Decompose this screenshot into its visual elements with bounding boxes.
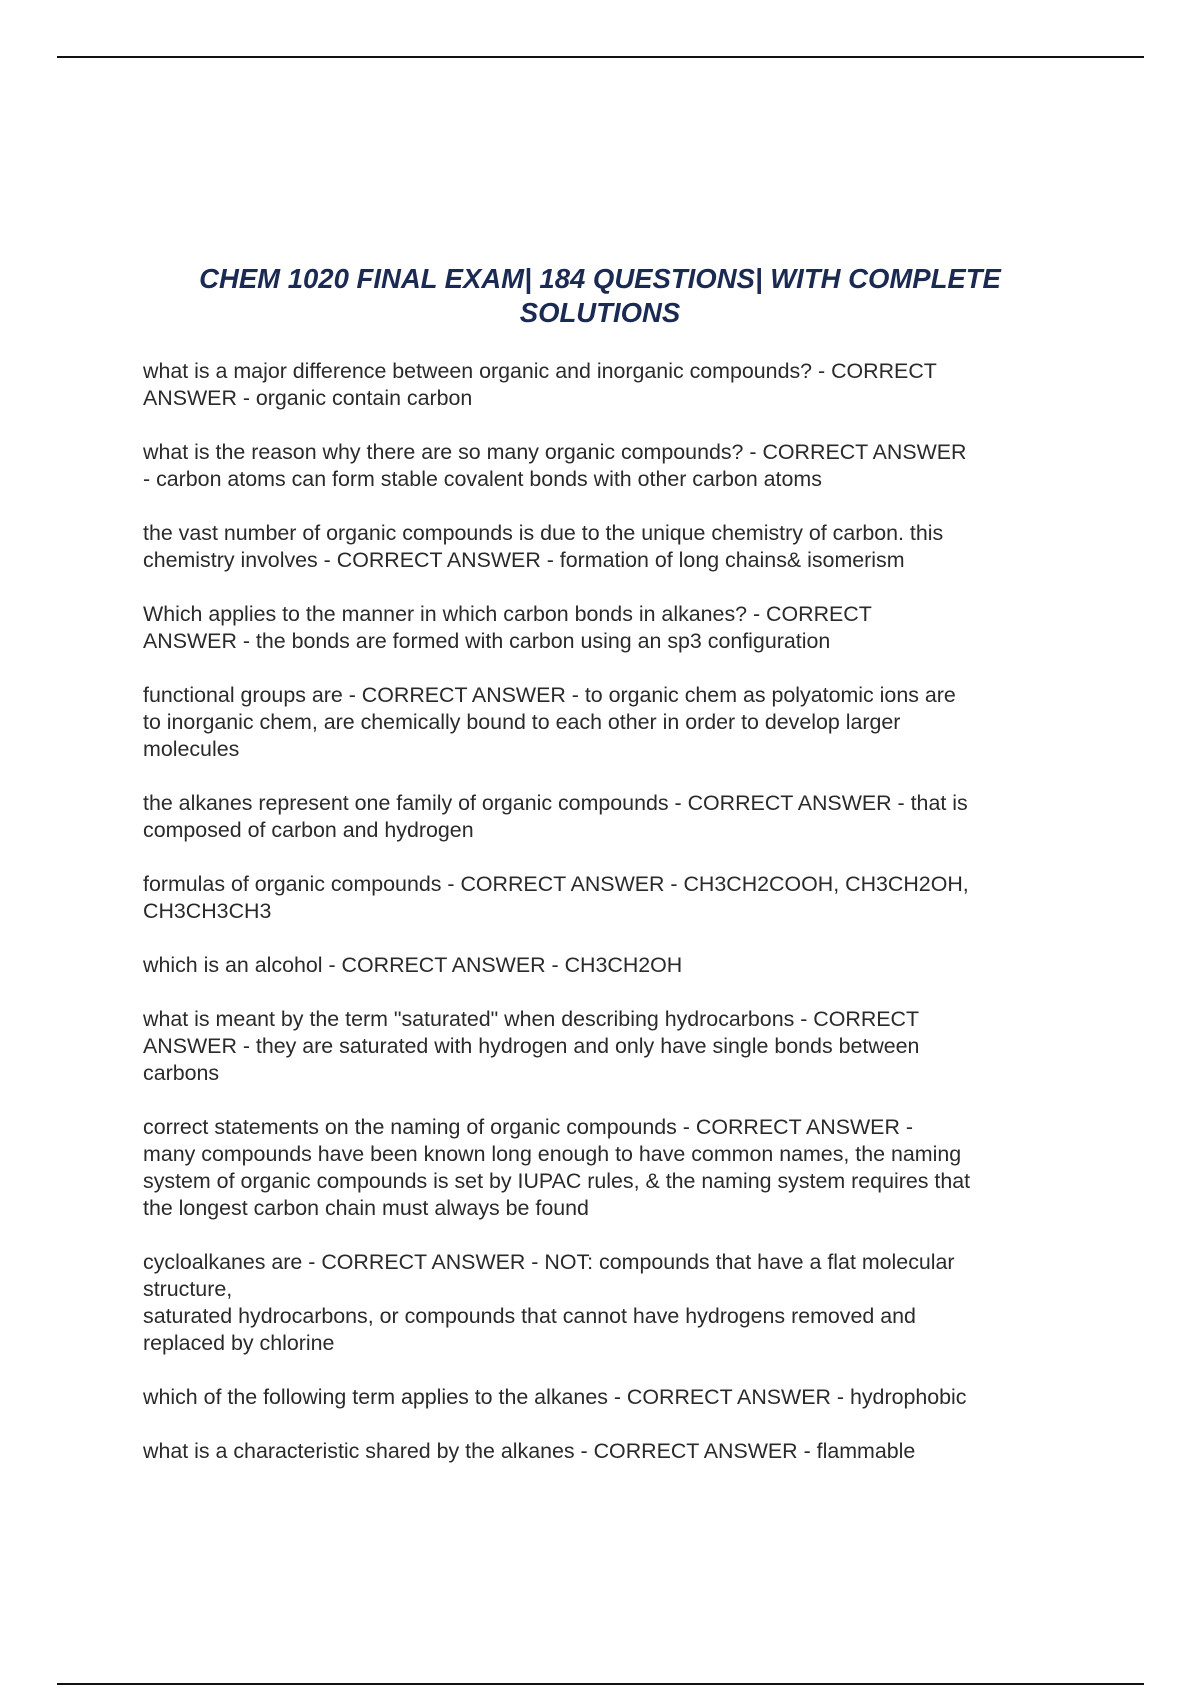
qa-item: the alkanes represent one family of organic compounds - CORRECT ANSWER - that is composed of carbon and hydrogen: [143, 791, 968, 842]
qa-item: Which applies to the manner in which carbon bonds in alkanes? - CORRECT ANSWER - the bonds are formed with carbon using an sp3 configuration: [143, 602, 872, 653]
qa-item: correct statements on the naming of organic compounds - CORRECT ANSWER - many compounds have been known long enough to have common names, the naming system of organic compounds is set by IUPAC rules, & the naming system requires that the longest carbon chain must always be found: [143, 1115, 971, 1220]
qa-item: which of the following term applies to the alkanes - CORRECT ANSWER - hydrophobic: [143, 1385, 967, 1409]
qa-item: what is a major difference between organic and inorganic compounds? - CORRECT ANSWER - organic contain carbon: [143, 359, 937, 410]
qa-item: what is meant by the term "saturated" when describing hydrocarbons - CORRECT ANSWER - they are saturated with hydrogen and only have single bonds between carbons: [143, 1007, 920, 1085]
qa-item: cycloalkanes are - CORRECT ANSWER - NOT: compounds that have a flat molecular structure, saturated hydrocarbons, or compounds that cannot have hydrogens removed and replaced by chlorine: [143, 1250, 955, 1355]
footer-rule: [57, 1683, 1144, 1685]
qa-item: formulas of organic compounds - CORRECT ANSWER - CH3CH2COOH, CH3CH2OH, CH3CH3CH3: [143, 872, 969, 923]
document-title: CHEM 1020 FINAL EXAM| 184 QUESTIONS| WITH COMPLETE SOLUTIONS: [199, 263, 1001, 328]
qa-item: what is the reason why there are so many organic compounds? - CORRECT ANSWER - carbon atoms can form stable covalent bonds with other carbon atoms: [143, 440, 967, 491]
qa-item: which is an alcohol - CORRECT ANSWER - CH3CH2OH: [143, 953, 683, 977]
qa-item: functional groups are - CORRECT ANSWER - to organic chem as polyatomic ions are to inorganic chem, are chemically bound to each other in order to develop larger molecules: [143, 683, 956, 761]
qa-list: [143, 358, 1063, 1492]
header-rule: [57, 56, 1144, 58]
qa-item: the vast number of organic compounds is due to the unique chemistry of carbon. this chemistry involves - CORRECT ANSWER - formation of long chains& isomerism: [143, 521, 944, 572]
qa-item: what is a characteristic shared by the alkanes - CORRECT ANSWER - flammable: [143, 1439, 916, 1463]
